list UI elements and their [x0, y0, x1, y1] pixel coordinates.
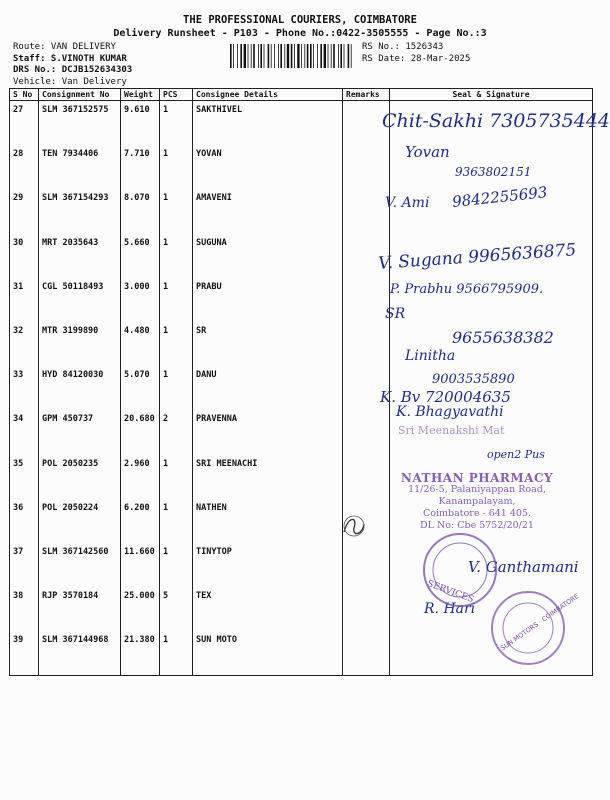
cell-consignment-no: GPM 450737 [39, 410, 121, 454]
cell-consignment-no: POL 2050224 [39, 499, 121, 543]
cell-sno: 35 [10, 455, 39, 499]
cell-consignee: PRAVENNA [193, 410, 343, 454]
signature-34b: K. Bhagyavathi [396, 404, 504, 420]
cell-pcs: 1 [160, 278, 193, 322]
cell-consignment-no: RJP 3570184 [39, 587, 121, 631]
cell-consignee: AMAVENI [193, 189, 343, 233]
signature-27: Chit-Sakhi 7305735444 [382, 110, 610, 132]
cell-consignment-no: SLM 367144968 [39, 631, 121, 676]
cell-pcs: 1 [160, 189, 193, 233]
cell-weight: 5.070 [121, 366, 160, 410]
cell-consignee: YOVAN [193, 145, 343, 189]
cell-sno: 32 [10, 322, 39, 366]
cell-pcs: 1 [160, 543, 193, 587]
signature-30: V. Sugana 9965636875 [377, 240, 577, 274]
col-consignment: Consignment No [39, 89, 121, 101]
cell-weight: 6.200 [121, 499, 160, 543]
barcode [230, 44, 354, 68]
signature-32: SR [385, 306, 406, 322]
pharmacy-stamp [392, 472, 562, 532]
cell-remarks [343, 631, 390, 676]
sunmotors-round-stamp [488, 588, 581, 668]
col-pcs: PCS [160, 89, 193, 101]
cell-pcs: 1 [160, 499, 193, 543]
cell-consignment-no: SLM 367142560 [39, 543, 121, 587]
signature-34a: K. Bv 720004635 [380, 388, 511, 406]
signature-28: Yovan [405, 143, 450, 161]
cell-weight: 21.380 [121, 631, 160, 676]
col-consignee: Consignee Details [193, 89, 343, 101]
cell-weight: 4.480 [121, 322, 160, 366]
cell-pcs: 1 [160, 322, 193, 366]
cell-consignee: SUGUNA [193, 234, 343, 278]
signature-33: Linitha [405, 348, 456, 364]
staff-text: Staff: S.VINOTH KUMAR [13, 53, 127, 64]
cell-consignment-no: CGL 50118493 [39, 278, 121, 322]
signature-38: V. Ganthamani [468, 558, 579, 576]
cell-weight: 8.070 [121, 189, 160, 233]
cell-consignment-no: MRT 2035643 [39, 234, 121, 278]
meta-right [362, 42, 470, 65]
note-35: open2 Pus [487, 448, 545, 461]
cell-remarks [343, 543, 390, 587]
services-stamp-text: SERVICES [425, 578, 475, 606]
cell-remarks [343, 410, 390, 454]
cell-sno: 29 [10, 189, 39, 233]
cell-consignment-no: POL 2050235 [39, 455, 121, 499]
cell-remarks [343, 145, 390, 189]
cell-consignee: SR [193, 322, 343, 366]
cell-consignee: NATHEN [193, 499, 343, 543]
pharmacy-address-2: Kanampalayam, [438, 496, 516, 507]
cell-remarks [343, 587, 390, 631]
cell-consignment-no: SLM 367152575 [39, 101, 121, 146]
pharmacy-address-1: 11/26-5, Palaniyappan Road, [408, 484, 546, 495]
cell-weight: 3.000 [121, 278, 160, 322]
table-header-row [10, 89, 593, 101]
cell-remarks [343, 455, 390, 499]
cell-sno: 37 [10, 543, 39, 587]
meta-left [13, 42, 132, 88]
cell-consignment-no: MTR 3199890 [39, 322, 121, 366]
drs-text: DRS No.: DCJB152634303 [13, 65, 133, 75]
col-sno: S No [10, 89, 39, 101]
cell-sno: 36 [10, 499, 39, 543]
cell-weight: 20.680 [121, 410, 160, 454]
cell-remarks [343, 278, 390, 322]
meenakshi-stamp: Sri Meenakshi Mat [398, 424, 505, 437]
cell-consignment-no: TEN 7934406 [39, 145, 121, 189]
cell-weight: 25.000 [121, 587, 160, 631]
vehicle-text: Vehicle: Van Delivery [13, 76, 127, 87]
cell-sno: 31 [10, 278, 39, 322]
cell-pcs: 1 [160, 145, 193, 189]
phone-28: 9363802151 [455, 165, 532, 179]
phone-33: 9003535890 [432, 372, 515, 387]
runsheet-subtitle: Delivery Runsheet - P103 - Phone No.:0422-3505555 - Page No.:3 [113, 28, 487, 39]
cell-pcs: 1 [160, 234, 193, 278]
cell-sno: 30 [10, 234, 39, 278]
signature-31: P. Prabhu 9566795909. [390, 282, 544, 297]
cell-consignee: TINYTOP [193, 543, 343, 587]
cell-pcs: 1 [160, 631, 193, 676]
col-remarks: Remarks [343, 89, 390, 101]
cell-remarks [343, 322, 390, 366]
pharmacy-name: NATHAN PHARMACY [400, 471, 554, 485]
cell-sno: 33 [10, 366, 39, 410]
sunmotors-stamp-text: SUN MOTORS · COIMBATORE [499, 592, 581, 653]
col-seal: Seal & Signature [390, 89, 593, 101]
cell-weight: 7.710 [121, 145, 160, 189]
rs-date: RS Date: 28-Mar-2025 [362, 53, 471, 64]
pharmacy-address-3: Coimbatore - 641 405. [422, 508, 532, 519]
cell-weight: 5.660 [121, 234, 160, 278]
cell-weight: 11.660 [121, 543, 160, 587]
row37-sign-mark [340, 512, 368, 542]
cell-consignment-no: SLM 367154293 [39, 189, 121, 233]
cell-weight: 2.960 [121, 455, 160, 499]
cell-remarks [343, 189, 390, 233]
signature-29: V. Ami [385, 195, 430, 211]
cell-consignee: SRI MEENACHI [193, 455, 343, 499]
col-weight: Weight [121, 89, 160, 101]
cell-weight: 9.610 [121, 101, 160, 146]
cell-sno: 27 [10, 101, 39, 146]
cell-sno: 39 [10, 631, 39, 676]
phone-32: 9655638382 [452, 328, 554, 347]
cell-consignee: DANU [193, 366, 343, 410]
cell-pcs: 1 [160, 455, 193, 499]
cell-pcs: 5 [160, 587, 193, 631]
cell-consignee: SUN MOTO [193, 631, 343, 676]
cell-consignee: TEX [193, 587, 343, 631]
cell-consignee: SAKTHIVEL [193, 101, 343, 146]
cell-pcs: 2 [160, 410, 193, 454]
cell-consignee: PRABU [193, 278, 343, 322]
phone-29: 9842255693 [451, 183, 549, 211]
signature-39: R. Hari [424, 601, 476, 617]
cell-pcs: 1 [160, 101, 193, 146]
company-title: THE PROFESSIONAL COURIERS, COIMBATORE [183, 14, 417, 26]
cell-sno: 28 [10, 145, 39, 189]
cell-sno: 38 [10, 587, 39, 631]
cell-consignment-no: HYD 84120030 [39, 366, 121, 410]
rs-number: RS No.: 1526343 [362, 42, 444, 52]
cell-sno: 34 [10, 410, 39, 454]
pharmacy-dl: DL No: Cbe 5752/20/21 [420, 520, 534, 531]
route-text: Route: VAN DELIVERY [13, 42, 116, 52]
cell-pcs: 1 [160, 366, 193, 410]
